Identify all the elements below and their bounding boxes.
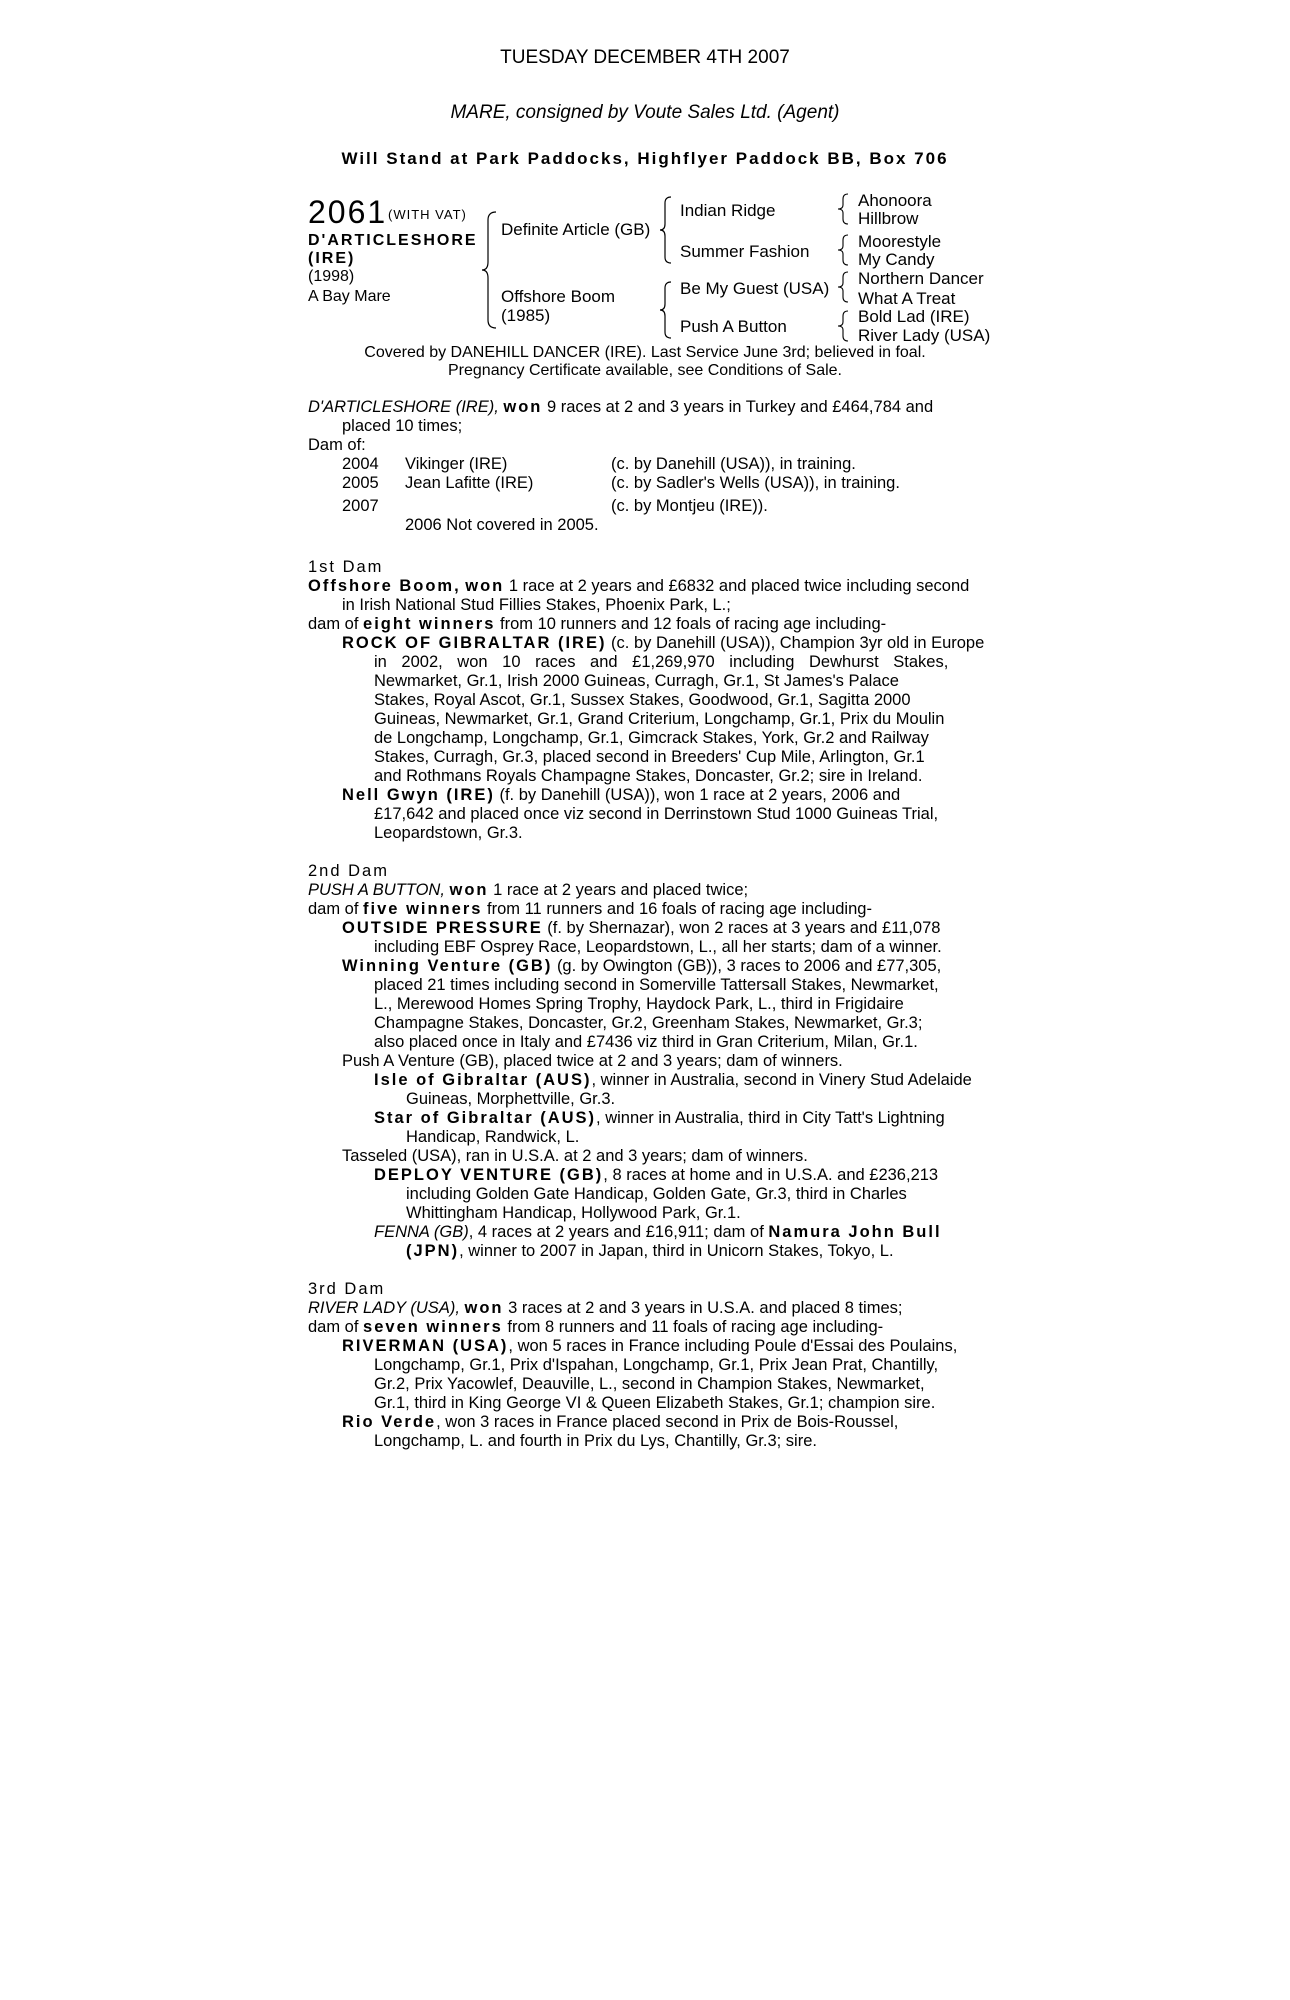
pedigree-dam: Offshore Boom — [501, 287, 616, 306]
third-dam-text: 3 races at 2 and 3 years in U.S.A. and placed 8 times; — [508, 1299, 903, 1317]
first-dam-line1 — [308, 577, 969, 596]
produce-year: 2005 — [342, 474, 379, 492]
won-label: won — [449, 881, 489, 899]
pedigree-sds: Moorestyle — [858, 232, 942, 251]
third-dam-heading: 3rd Dam — [308, 1280, 386, 1298]
runner-line: Gr.1, third in King George VI & Queen Elizabeth Stakes, Gr.1; champion sire. — [374, 1394, 936, 1412]
runner-text: (c. by Danehill (USA)), Champion 3yr old in Europe — [611, 634, 985, 652]
runner-name: Winning Venture (GB) — [342, 957, 553, 975]
pedigree-sire: Definite Article (GB) — [501, 220, 651, 239]
location-line: Will Stand at Park Paddocks, Highflyer Paddock BB, Box 706 — [341, 149, 949, 168]
runner-line: including EBF Osprey Race, Leopardstown, L., all her starts; dam of a winner. — [374, 938, 942, 956]
won-label: won — [503, 398, 543, 416]
dam-of-text: dam of — [308, 615, 359, 633]
pedigree-dam-year: (1985) — [501, 306, 551, 325]
runner-name: FENNA (GB) — [374, 1223, 469, 1241]
runner-line: Whittingham Handicap, Hollywood Park, Gr.1. — [406, 1204, 741, 1222]
pedigree-ds: Be My Guest (USA) — [680, 279, 830, 298]
runner-line — [342, 1337, 957, 1356]
consignor-line: MARE, consigned by Voute Sales Ltd. (Agent) — [450, 102, 840, 123]
runner-line: £17,642 and placed once viz second in Derrinstown Stud 1000 Guineas Trial, — [374, 805, 939, 823]
horse-country: (IRE) — [308, 250, 356, 267]
mare-record-line1 — [308, 398, 933, 417]
third-dam-name: RIVER LADY (USA), — [308, 1299, 460, 1317]
second-dam-text: 1 race at 2 years and placed twice; — [493, 881, 749, 899]
first-dam-text: 1 race at 2 years and £6832 and placed twice including second — [508, 577, 970, 595]
runner-line: Tasseled (USA), ran in U.S.A. at 2 and 3 years; dam of winners. — [342, 1147, 808, 1165]
runner-text: , won 5 races in France including Poule d'Essai des Poulains, — [508, 1337, 958, 1355]
dam-of-label: Dam of: — [308, 436, 366, 454]
pedigree-dds: Bold Lad (IRE) — [858, 307, 970, 326]
runner-line: Handicap, Randwick, L. — [406, 1128, 580, 1146]
produce-detail: (c. by Sadler's Wells (USA)), in training. — [611, 474, 900, 492]
mare-record-line2: placed 10 times; — [342, 417, 463, 435]
runner-text: , 4 races at 2 years and £16,911; dam of — [468, 1223, 764, 1241]
runner-line: L., Merewood Homes Spring Trophy, Haydock Park, L., third in Frigidaire — [374, 995, 904, 1013]
runner-name: RIVERMAN (USA) — [342, 1337, 509, 1355]
dam-of-text: dam of — [308, 1318, 359, 1336]
runner-line — [342, 919, 940, 938]
runner-name: Isle of Gibraltar (AUS) — [374, 1071, 592, 1089]
runner-line: in 2002, won 10 races and £1,269,970 including Dewhurst Stakes, — [374, 653, 949, 671]
foals-text: from 11 runners and 16 foals of racing age including- — [487, 900, 872, 918]
runner-line: Stakes, Curragh, Gr.3, placed second in Breeders' Cup Mile, Arlington, Gr.1 — [374, 748, 925, 766]
runner-name: Star of Gibraltar (AUS) — [374, 1109, 597, 1127]
second-dam-produce-line — [308, 900, 872, 919]
winners-count: five winners — [363, 900, 483, 918]
second-dam-line1 — [308, 881, 748, 900]
runner-line: Guineas, Morphettville, Gr.3. — [406, 1090, 616, 1108]
pedigree-sss: Ahonoora — [858, 191, 932, 210]
runner-text: (f. by Danehill (USA)), won 1 race at 2 years, 2006 and — [499, 786, 901, 804]
pedigree-brace-dd — [836, 309, 850, 343]
runner-line: Longchamp, L. and fourth in Prix du Lys, Chantilly, Gr.3; sire. — [374, 1432, 817, 1450]
runner-line: and Rothmans Royals Champagne Stakes, Doncaster, Gr.2; sire in Ireland. — [374, 767, 923, 785]
pedigree-brace-sd — [836, 233, 850, 267]
produce-detail: (c. by Danehill (USA)), in training. — [611, 455, 856, 473]
covered-line: Covered by DANEHILL DANCER (IRE). Last Service June 3rd; believed in foal. — [364, 344, 926, 361]
foals-text: from 8 runners and 11 foals of racing age including- — [507, 1318, 884, 1336]
pregnancy-line: Pregnancy Certificate available, see Conditions of Sale. — [448, 362, 842, 379]
runner-line — [342, 786, 900, 805]
pedigree-ddd: River Lady (USA) — [858, 326, 991, 345]
runner-line: placed 21 times including second in Somerville Tattersall Stakes, Newmarket, — [374, 976, 939, 994]
dam-of-text: dam of — [308, 900, 359, 918]
not-covered-note: 2006 Not covered in 2005. — [405, 516, 599, 534]
runner-text: , won 3 races in France placed second in Prix de Bois-Roussel, — [436, 1413, 899, 1431]
runner-text: (g. by Owington (GB)), 3 races to 2006 and £77,305, — [556, 957, 942, 975]
runner-name: (JPN) — [406, 1242, 460, 1260]
runner-line: including Golden Gate Handicap, Golden Gate, Gr.3, third in Charles — [406, 1185, 907, 1203]
runner-line — [374, 1166, 938, 1185]
pedigree-sdd: My Candy — [858, 250, 935, 269]
runner-line: Gr.2, Prix Yacowlef, Deauville, L., second in Champion Stakes, Newmarket, — [374, 1375, 925, 1393]
runner-name: Namura John Bull — [768, 1223, 942, 1241]
mare-name: D'ARTICLESHORE (IRE), — [308, 398, 499, 416]
first-dam-line2: in Irish National Stud Fillies Stakes, Phoenix Park, L.; — [342, 596, 731, 614]
runner-line — [342, 634, 984, 653]
produce-detail: (c. by Montjeu (IRE)). — [611, 497, 768, 515]
horse-name: D'ARTICLESHORE — [308, 232, 478, 249]
runner-line: Stakes, Royal Ascot, Gr.1, Sussex Stakes, Goodwood, Gr.1, Sagitta 2000 — [374, 691, 911, 709]
runner-line — [374, 1223, 942, 1242]
pedigree-brace-sire — [658, 195, 674, 265]
winners-count: seven winners — [363, 1318, 503, 1336]
runner-name: Nell Gwyn (IRE) — [342, 786, 495, 804]
runner-line: Push A Venture (GB), placed twice at 2 and 3 years; dam of winners. — [342, 1052, 843, 1070]
runner-line: Champagne Stakes, Doncaster, Gr.2, Greenham Stakes, Newmarket, Gr.3; — [374, 1014, 923, 1032]
pedigree-brace-main — [480, 210, 500, 330]
pedigree-brace-ds — [836, 270, 850, 304]
runner-line — [342, 1413, 898, 1432]
produce-year: 2007 — [342, 497, 379, 515]
runner-line: de Longchamp, Longchamp, Gr.1, Gimcrack Stakes, York, Gr.2 and Railway — [374, 729, 929, 747]
runner-text: , winner in Australia, second in Vinery Stud Adelaide — [591, 1071, 972, 1089]
runner-text: , winner in Australia, third in City Tatt's Lightning — [596, 1109, 945, 1127]
runner-name: Rio Verde — [342, 1413, 437, 1431]
mare-record-text: 9 races at 2 and 3 years in Turkey and £464,784 and — [546, 398, 934, 416]
pedigree-brace-ss — [836, 192, 850, 226]
first-dam-heading: 1st Dam — [308, 558, 384, 576]
second-dam-heading: 2nd Dam — [308, 862, 389, 880]
runner-line: Longchamp, Gr.1, Prix d'Ispahan, Longchamp, Gr.1, Prix Jean Prat, Chantilly, — [374, 1356, 939, 1374]
runner-name: ROCK OF GIBRALTAR (IRE) — [342, 634, 607, 652]
runner-line — [406, 1242, 894, 1261]
runner-text: , winner to 2007 in Japan, third in Unicorn Stakes, Tokyo, L. — [459, 1242, 894, 1260]
runner-name: OUTSIDE PRESSURE — [342, 919, 543, 937]
runner-line: Leopardstown, Gr.3. — [374, 824, 523, 842]
runner-line — [342, 957, 941, 976]
pedigree-sd: Summer Fashion — [680, 242, 810, 261]
won-label: won — [464, 1299, 504, 1317]
pedigree-dd: Push A Button — [680, 317, 787, 336]
won-label: won — [465, 577, 505, 595]
lot-number: 2061 — [308, 194, 388, 230]
pedigree-dss: Northern Dancer — [858, 269, 984, 288]
runner-text: , 8 races at home and in U.S.A. and £236,213 — [603, 1166, 939, 1184]
foals-text: from 10 runners and 12 foals of racing age including- — [500, 615, 887, 633]
produce-name: Jean Lafitte (IRE) — [405, 474, 534, 492]
runner-line: Guineas, Newmarket, Gr.1, Grand Criterium, Longchamp, Gr.1, Prix du Moulin — [374, 710, 945, 728]
runner-name: DEPLOY VENTURE (GB) — [374, 1166, 604, 1184]
runner-line: also placed once in Italy and £7436 viz third in Gran Criterium, Milan, Gr.1. — [374, 1033, 918, 1051]
second-dam-name: PUSH A BUTTON, — [308, 881, 445, 899]
winners-count: eight winners — [363, 615, 496, 633]
pedigree-dsd: What A Treat — [858, 289, 956, 308]
third-dam-produce-line — [308, 1318, 883, 1337]
horse-year: (1998) — [308, 268, 355, 285]
first-dam-name: Offshore Boom, — [308, 577, 461, 595]
produce-name: Vikinger (IRE) — [405, 455, 508, 473]
pedigree-ss: Indian Ridge — [680, 201, 776, 220]
vat-note: (WITH VAT) — [388, 207, 467, 222]
first-dam-produce-line — [308, 615, 886, 634]
pedigree-ssd: Hillbrow — [858, 209, 919, 228]
runner-line: Newmarket, Gr.1, Irish 2000 Guineas, Curragh, Gr.1, St James's Palace — [374, 672, 899, 690]
pedigree-brace-dam — [658, 280, 674, 340]
third-dam-line1 — [308, 1299, 902, 1318]
produce-year: 2004 — [342, 455, 379, 473]
horse-description: A Bay Mare — [308, 288, 391, 305]
sale-date: TUESDAY DECEMBER 4TH 2007 — [500, 47, 790, 68]
runner-line — [374, 1071, 972, 1090]
runner-text: (f. by Shernazar), won 2 races at 3 years and £11,078 — [547, 919, 941, 937]
runner-line — [374, 1109, 945, 1128]
